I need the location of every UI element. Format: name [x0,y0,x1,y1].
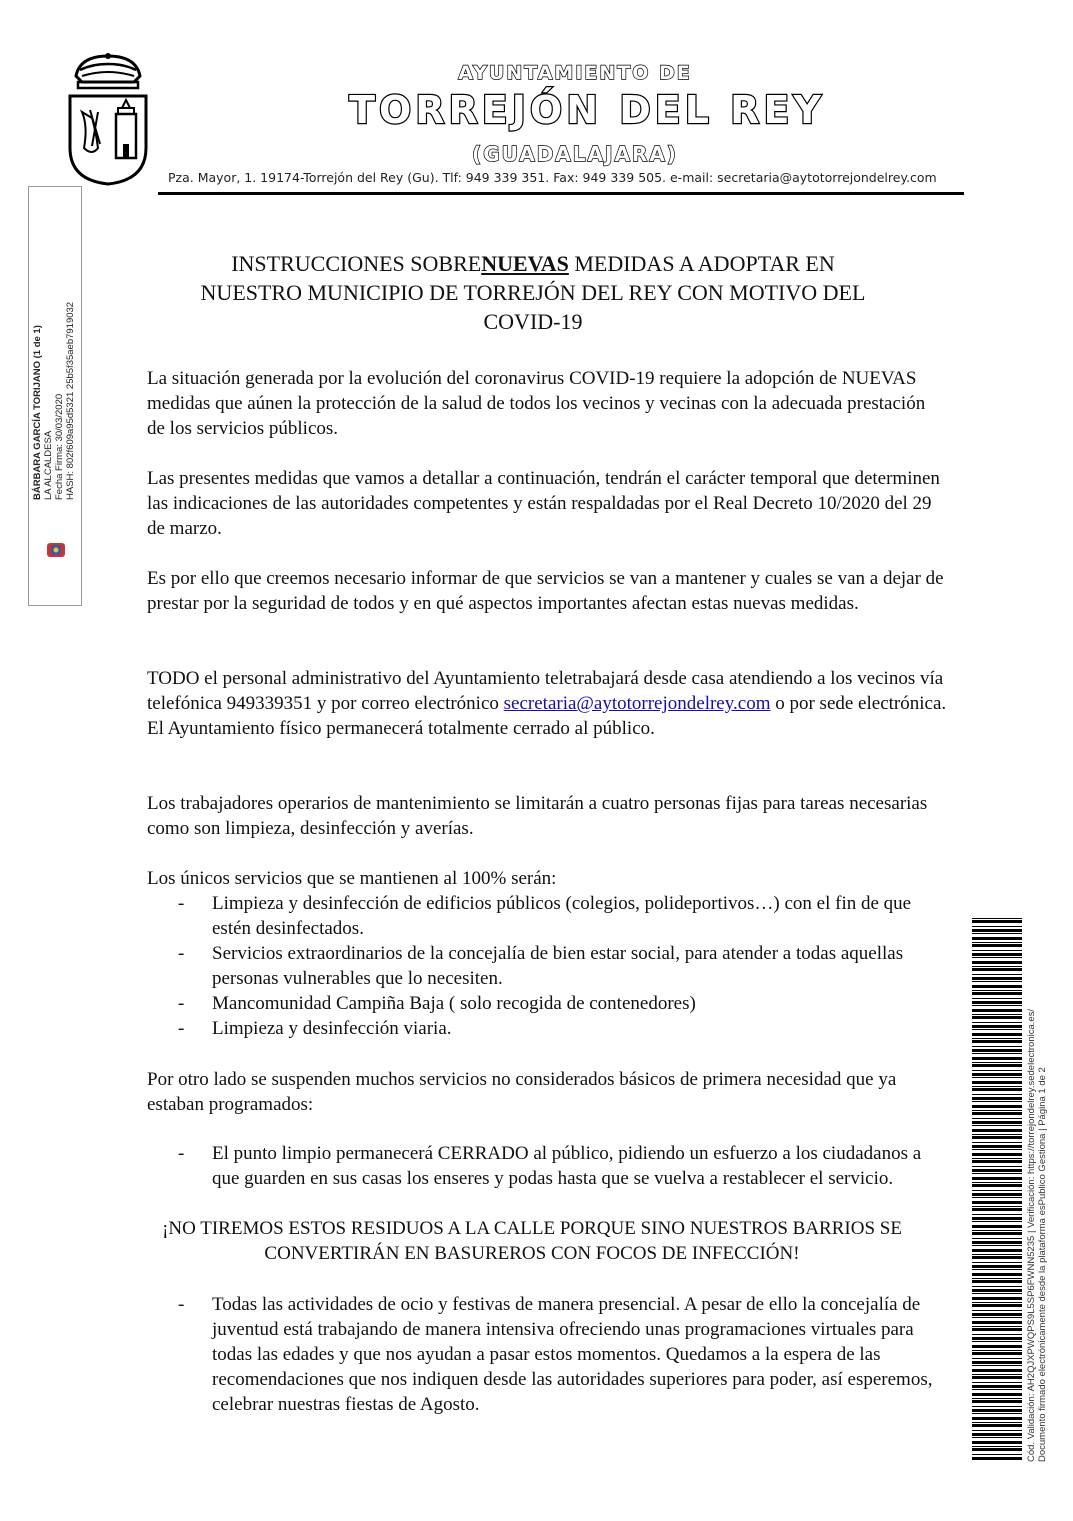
list-item: - Limpieza y desinfección de edificios públicos (colegios, polideportivos…) con el fin de que estén desinfectados. [178,893,912,939]
title-after: MEDIDAS A ADOPTAR EN [568,251,835,276]
paragraph-services-intro: Los únicos servicios que se mantienen al 100% serán: [147,868,557,889]
barcode-bar [972,1310,1022,1311]
barcode-bar [972,1328,1022,1331]
barcode-bar [972,1400,1022,1403]
header-address: Pza. Mayor, 1. 19174-Torrejón del Rey (Gu). Tlf: 949 339 351. Fax: 949 339 505. e-mail: secretaria@aytotorrejondelrey.com [168,170,937,185]
barcode-bar [972,1062,1022,1063]
barcode-bar [972,1097,1022,1100]
barcode-bar [972,1125,1022,1126]
barcode-bar [972,1206,1022,1207]
barcode-bar [972,1273,1022,1276]
paragraph-maintenance: Los trabajadores operarios de mantenimiento se limitarán a cuatro personas fijas para tareas necesarias como son limpieza, desinfección y averías. [147,793,928,839]
barcode-bar [972,1278,1022,1279]
signature-details [32,302,76,500]
barcode-bar [972,1382,1022,1383]
barcode-bar [972,1241,1022,1244]
header-divider [158,192,964,195]
barcode-bar [972,1184,1022,1187]
barcode-bar [972,1289,1022,1292]
staff-text: TODO el personal administrativo del Ayuntamiento teletrabajará desde casa atendiendo a los vecinos vía telefónica 949339351 y por correo electrónico [147,668,944,714]
barcode-bar [972,942,1022,943]
paragraph-information: Es por ello que creemos necesario informar de que servicios se van a mantener y cuales se van a dejar de prestar por la seguridad de todos y en qué aspectos importantes afectan estas nuevas medidas. [147,568,944,614]
barcode-bar [972,1413,1022,1414]
barcode-bar [972,1334,1022,1335]
signature-seal-icon [42,540,70,560]
barcode-bar [972,1254,1022,1255]
barcode-bar [972,1025,1022,1028]
barcode-bar [972,937,1022,940]
barcode-bar [972,1256,1022,1259]
barcode-bar [972,1022,1022,1023]
barcode-bar [972,953,1022,956]
barcode-bar [972,1297,1022,1300]
barcode-bar [972,1134,1022,1135]
barcode-bar [972,961,1022,964]
barcode-bar [972,998,1022,999]
barcode-bar [972,1437,1022,1438]
header-title-line1: AYUNTAMIENTO DE [458,62,692,84]
barcode-bar [972,1393,1022,1396]
title-line3: COVID-19 [483,309,583,334]
barcode-bar [972,1182,1022,1183]
signer-name: BÁRBARA GARCÍA TORIJANO (1 de 1) [32,325,43,500]
header-title-line2: TORREJÓN DEL REY [349,88,825,132]
barcode-bar [972,1313,1022,1316]
barcode-bar [972,1057,1022,1060]
barcode-bar [972,1358,1022,1359]
barcode-bar [972,1321,1022,1324]
barcode-bar [972,1173,1022,1174]
barcode-bar [972,1038,1022,1039]
barcode-bar [972,1232,1022,1235]
paragraph-temporal: Las presentes medidas que vamos a detallar a continuación, tendrán el carácter temporal que determinen las indicaciones de las autoridades competentes y están respaldadas por el Real Decreto 10/2020 del 29 de marzo. [147,468,940,539]
barcode-bar [972,1293,1022,1294]
barcode-bar [972,1361,1022,1364]
barcode-bar [972,1337,1022,1340]
barcode-bar [972,1049,1022,1052]
staff-text-end: o por sede electrónica. [770,693,947,714]
barcode-bar [972,1053,1022,1054]
barcode-bar [972,1326,1022,1327]
barcode-bar [972,1105,1022,1108]
barcode-bar [972,1448,1022,1451]
barcode-bar [972,1422,1022,1423]
closure-text: El Ayuntamiento físico permanecerá totalmente cerrado al público. [147,718,655,739]
barcode-bar [972,1230,1022,1231]
barcode-bar [972,1345,1022,1348]
header-title-line3: (GUADALAJARA) [472,142,678,166]
validation-barcode [972,918,1022,1460]
barcode-bar [972,1201,1022,1204]
barcode-bar [972,1304,1022,1307]
barcode-bar [972,1160,1022,1163]
barcode-bar [972,1129,1022,1132]
barcode-bar [972,977,1022,980]
barcode-bar [972,1145,1022,1148]
barcode-bar [972,974,1022,975]
barcode-bar [972,933,1022,934]
barcode-bar [972,985,1022,988]
barcode-bar [972,1029,1022,1030]
barcode-bar [972,1005,1022,1006]
barcode-bar [972,1094,1022,1095]
list-item: - Mancomunidad Campiña Baja ( solo recogida de contenedores) [178,993,696,1014]
barcode-bar [972,1040,1022,1043]
barcode-bar [972,1454,1022,1455]
barcode-bar [972,1352,1022,1355]
barcode-bar [972,1265,1022,1268]
list-item: - Todas las actividades de ocio y festivas de manera presencial. A pesar de ello la concejalía de juventud está trabajando de manera intensiva ofreciendo unas programaciones virtuales para todas las edades y que nos ayudan a pasar estos momentos. Quedamos a la espera de las recomendaciones que nos indiquen desde las autoridades superiores para poder, así esperemos, celebrar nuestras fiestas de Agosto. [178,1294,933,1415]
barcode-bar [972,981,1022,982]
title-emphasis: NUEVAS [481,251,569,276]
barcode-bar [972,1350,1022,1351]
barcode-bar [972,1014,1022,1015]
barcode-bar [972,1286,1022,1287]
barcode-bar [972,1217,1022,1220]
barcode-bar [972,1214,1022,1215]
barcode-bar [972,1073,1022,1076]
barcode-bar [972,990,1022,991]
barcode-bar [972,1302,1022,1303]
coat-of-arms-logo [62,52,154,188]
signature-hash: HASH: 802f609a95d5321 25b5f35aeb7919032 [65,301,76,500]
barcode-bar [972,1166,1022,1167]
barcode-bar [972,1136,1022,1139]
barcode-bar [972,1081,1022,1084]
barcode-bar [972,944,1022,947]
barcode-bar [972,1430,1022,1431]
barcode-bar [972,1457,1022,1460]
barcode-bar [972,1086,1022,1087]
barcode-bar [972,1398,1022,1399]
barcode-bar [972,1088,1022,1091]
email-link[interactable]: secretaria@aytotorrejondelrey.com [503,693,771,714]
barcode-bar [972,992,1022,995]
barcode-bar [972,950,1022,951]
barcode-bar [972,1441,1022,1444]
list-item: - El punto limpio permanecerá CERRADO al público, pidiendo un esfuerzo a los ciudadanos a que guarden en sus casas los enseres y podas hasta que se vuelva a restablecer el servicio. [178,1143,922,1189]
barcode-bar [972,1221,1022,1222]
barcode-bar [972,1121,1022,1124]
verification-text [1026,1009,1048,1462]
paragraph-intro: La situación generada por la evolución del coronavirus COVID-19 requiere la adopción de NUEVAS medidas que aúnen la protección de la salud de todos los vecinos y vecinas con la adecuada prestación de los servicios públicos. [147,368,926,439]
verification-line1: Cód. Validación: AH2QJXPWQPS9L5SP6FWNN5235 | Verificación: https://torrejondelrey.sedelectronica.es/ [1026,1008,1037,1462]
barcode-bar [972,1070,1022,1071]
barcode-bar [972,1385,1022,1388]
barcode-bar [972,1110,1022,1111]
barcode-bar [972,1118,1022,1119]
barcode-bar [972,1208,1022,1211]
barcode-bar [972,1169,1022,1172]
barcode-bar [972,1077,1022,1078]
barcode-bar [972,1269,1022,1270]
barcode-bar [972,1376,1022,1379]
barcode-bar [972,1280,1022,1283]
barcode-bar [972,1225,1022,1228]
barcode-bar [972,1101,1022,1102]
barcode-bar [972,1238,1022,1239]
signer-role: LA ALCALDESA [43,430,54,500]
barcode-bar [972,957,1022,958]
barcode-bar [972,1033,1022,1036]
document-title [140,249,926,336]
list-item: - Limpieza y desinfección viaria. [178,1018,452,1039]
barcode-bar [972,1245,1022,1246]
barcode-bar [972,1433,1022,1436]
barcode-bar [972,1409,1022,1412]
barcode-bar [972,1262,1022,1263]
warning-text: ¡NO TIREMOS ESTOS RESIDUOS A LA CALLE PORQUE SINO NUESTROS BARRIOS SE CONVERTIRÁN EN BASUREROS CON FOCOS DE INFECCIÓN! [162,1218,902,1264]
barcode-bar [972,1142,1022,1143]
barcode-bar [972,1177,1022,1180]
barcode-bar [972,1365,1022,1366]
barcode-bar [972,1193,1022,1196]
barcode-bar [972,1417,1022,1420]
barcode-bar [972,1149,1022,1150]
paragraph-suspended-intro: Por otro lado se suspenden muchos servicios no considerados básicos de primera necesidad que ya estaban programados: [147,1069,897,1115]
barcode-bar [972,1406,1022,1407]
barcode-bar [972,1389,1022,1390]
barcode-bar [972,1016,1022,1019]
barcode-bar [972,1153,1022,1156]
barcode-bar [972,1158,1022,1159]
barcode-bar [972,1424,1022,1427]
barcode-bar [972,926,1022,927]
paragraph-staff [147,666,947,741]
barcode-bar [972,1249,1022,1252]
list-item: - Servicios extraordinarios de la concejalía de bien estar social, para atender a todas aquellas personas vulnerables que lo necesiten. [178,943,904,989]
signature-date: Fecha Firma: 30/03/2020 [54,393,65,500]
barcode-bar [972,1341,1022,1342]
barcode-bar [972,1064,1022,1067]
barcode-bar [972,1446,1022,1447]
barcode-bar [972,1001,1022,1004]
barcode-bar [972,1197,1022,1198]
verification-line2: Documento firmado electrónicamente desde la plataforma esPublico Gestiona | Página 1 de 2 [1037,1067,1048,1462]
barcode-bar [972,1190,1022,1191]
barcode-bar [972,920,1022,923]
barcode-bar [972,1009,1022,1012]
barcode-bar [972,1317,1022,1318]
barcode-bar [972,1369,1022,1372]
title-before: INSTRUCCIONES SOBRE [231,251,482,276]
barcode-bar [972,929,1022,932]
title-line2: NUESTRO MUNICIPIO DE TORREJÓN DEL REY CON MOTIVO DEL [200,280,866,305]
barcode-bar [972,966,1022,967]
barcode-bar [972,1112,1022,1115]
barcode-bar [972,1374,1022,1375]
barcode-bar [972,968,1022,971]
barcode-bar [972,1046,1022,1047]
barcode-bar [972,918,1022,919]
